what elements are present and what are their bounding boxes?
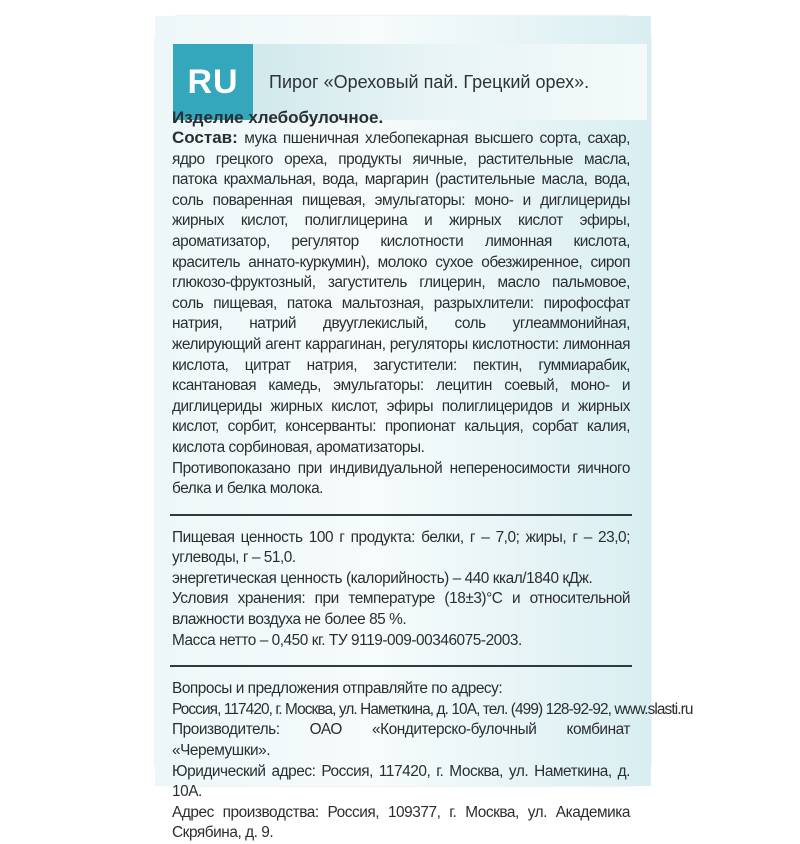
contraindication-text: Противопоказано при индивидуальной непереносимости яичного белка и белка молока. (172, 459, 630, 498)
divider-bottom (170, 665, 632, 667)
product-type: Изделие хлебобулочное. (172, 108, 384, 127)
composition-text: мука пшеничная хлебопекарная высшего сорта, сахар, ядро грецкого ореха, продукты яичные, растительные масла, патока крахмальная, вода, маргарин (растительные масла, вода, соль поваренная пищевая, эмульгаторы: моно- и диглицериды жирных кислот, полиглицерина и жирных кислот эфиры, ароматизатор, регулятор кислотности лимонная кислота, краситель аннато-куркумин), молоко сухое обезжиренное, сироп глюкозо-фруктозный, загуститель глицерин, масло пальмовое, соль пищевая, патока мальтозная, разрыхлители: пирофосфат натрия, натрий двууглекислый, соль углеаммонийная, желирующий агент каррагинан, регуляторы кислотности: лимонная кислота, цитрат натрия, загустители: пектин, гуммиарабик, ксантановая камедь, эмульгаторы: лецитин соевый, моно- и диглицериды жирных кислот, эфиры полиглицеридов и жирных кислот, сорбит, консерванты: пропионат кальция, сорбат калия, кислота сорбиновая, ароматизаторы. (172, 130, 630, 456)
composition-paragraph (172, 128, 630, 459)
net-mass: Масса нетто – 0,450 кг. ТУ 9119-009-00346075-2003. (172, 631, 522, 649)
language-badge: RU (173, 44, 253, 120)
composition-label: Состав: (172, 128, 238, 147)
label-card (155, 16, 693, 842)
producer-line: Производитель: ОАО «Кондитерско-булочный комбинат «Черемушки». (172, 721, 630, 760)
questions-line: Вопросы и предложения отправляйте по адресу: (172, 680, 503, 698)
divider-top (170, 514, 632, 516)
contact-address: Россия, 117420, г. Москва, ул. Наметкина, д. 10А, тел. (499) 128-92-92, www.slasti.ru (172, 700, 693, 718)
label-content (172, 108, 693, 844)
product-title: Пирог «Ореховый пай. Грецкий орех». (269, 71, 590, 92)
energy-value: энергетическая ценность (калорийность) – 440 ккал/1840 кДж. (172, 569, 593, 587)
nutrition-value: Пищевая ценность 100 г продукта: белки, г – 7,0; жиры, г – 23,0; углеводы, г – 51,0. (172, 528, 630, 567)
production-address: Адрес производства: Россия, 109377, г. Москва, ул. Академика Скрябина, д. 9. (172, 803, 630, 842)
storage-conditions: Условия хранения: при температуре (18±3)°С и относительной влажности воздуха не более 85 %. (172, 590, 630, 629)
legal-address: Юридический адрес: Россия, 117420, г. Москва, ул. Наметкина, д. 10А. (172, 762, 630, 801)
